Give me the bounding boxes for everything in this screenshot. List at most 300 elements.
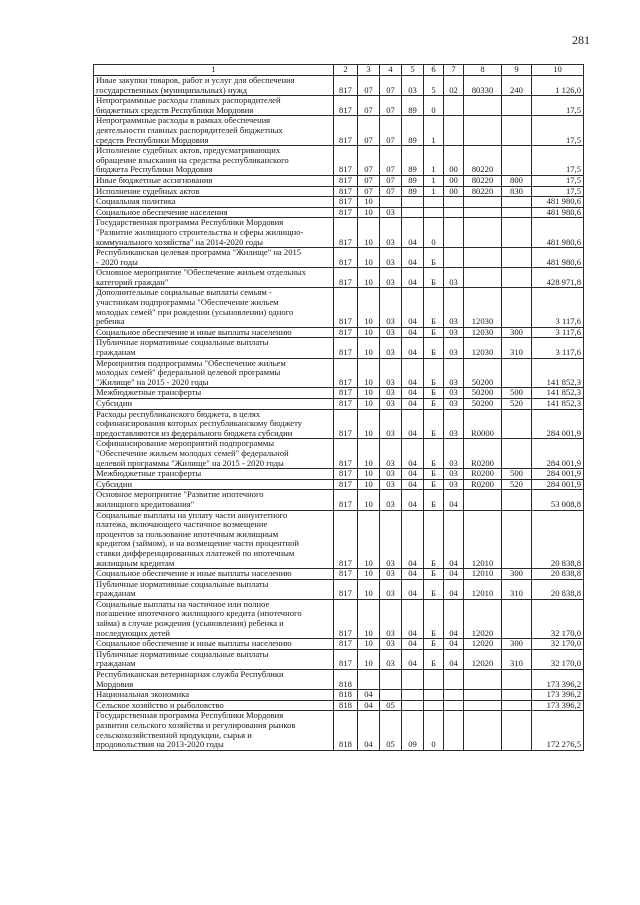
table-row — [94, 639, 584, 650]
row-code-section: 10 — [358, 599, 380, 638]
row-code-activity: 02 — [444, 76, 464, 96]
row-code-admin: 817 — [334, 248, 358, 268]
row-code-subprogram: Б — [424, 569, 444, 580]
row-code-section: 10 — [358, 510, 380, 569]
row-amount: 481 980,6 — [532, 218, 584, 248]
table-row — [94, 599, 584, 638]
table-row — [94, 490, 584, 510]
row-code-activity: 03 — [444, 469, 464, 480]
row-code-subsection: 03 — [380, 479, 402, 490]
row-code-subsection: 03 — [380, 469, 402, 480]
row-description: Публичные нормативные социальные выплаты гражданам — [94, 649, 334, 669]
row-amount: 17,5 — [532, 96, 584, 116]
row-code-section: 10 — [358, 409, 380, 439]
row-code-section: 10 — [358, 218, 380, 248]
row-code-subsection: 07 — [380, 146, 402, 176]
row-code-admin: 817 — [334, 327, 358, 338]
row-code-admin: 817 — [334, 479, 358, 490]
row-code-activity: 04 — [444, 579, 464, 599]
row-code-activity: 04 — [444, 569, 464, 580]
row-code-expense-type: 300 — [502, 327, 532, 338]
row-code-program: 89 — [402, 186, 424, 197]
row-code-section: 10 — [358, 579, 380, 599]
row-code-program — [402, 700, 424, 711]
row-code-subprogram: Б — [424, 388, 444, 399]
row-code-subprogram: 1 — [424, 116, 444, 146]
row-code-subprogram: Б — [424, 399, 444, 410]
row-code-subsection: 07 — [380, 116, 402, 146]
row-description: Исполнение судебных актов — [94, 186, 334, 197]
row-code-admin: 817 — [334, 399, 358, 410]
col-header: 2 — [334, 65, 358, 76]
row-code-subsection: 07 — [380, 96, 402, 116]
row-code-subsection: 05 — [380, 711, 402, 750]
row-code-activity — [444, 670, 464, 690]
row-code-subprogram: Б — [424, 639, 444, 650]
row-code-subsection: 03 — [380, 388, 402, 399]
row-code-expense-type: 830 — [502, 186, 532, 197]
row-code-program: 89 — [402, 96, 424, 116]
row-code-activity — [444, 690, 464, 701]
row-code-direction: 50200 — [464, 399, 502, 410]
row-code-direction: 80220 — [464, 175, 502, 186]
row-code-direction: 12030 — [464, 327, 502, 338]
row-code-direction: 50200 — [464, 358, 502, 388]
row-description: Субсидии — [94, 399, 334, 410]
row-code-subprogram — [424, 690, 444, 701]
row-code-direction: 12010 — [464, 569, 502, 580]
row-code-section: 10 — [358, 490, 380, 510]
row-code-activity: 04 — [444, 639, 464, 650]
page-number: 281 — [572, 33, 590, 47]
row-amount: 3 117,6 — [532, 327, 584, 338]
row-code-direction — [464, 268, 502, 288]
row-code-expense-type — [502, 700, 532, 711]
row-code-subsection: 03 — [380, 439, 402, 469]
row-code-program: 04 — [402, 639, 424, 650]
row-code-expense-type — [502, 358, 532, 388]
row-code-expense-type — [502, 207, 532, 218]
row-code-direction: R0200 — [464, 439, 502, 469]
row-code-program: 04 — [402, 327, 424, 338]
table-row — [94, 409, 584, 439]
row-code-admin: 817 — [334, 358, 358, 388]
table-row — [94, 690, 584, 701]
row-code-direction — [464, 690, 502, 701]
row-amount: 141 852,3 — [532, 358, 584, 388]
row-code-expense-type — [502, 288, 532, 327]
col-header: 8 — [464, 65, 502, 76]
row-code-program — [402, 207, 424, 218]
row-code-program — [402, 670, 424, 690]
row-code-section: 04 — [358, 690, 380, 701]
row-code-section: 07 — [358, 146, 380, 176]
row-description: Мероприятия подпрограммы "Обеспечение жильем молодых семей" федеральной целевой программы "Жилище" на 2015 - 2020 годы — [94, 358, 334, 388]
row-code-program: 04 — [402, 218, 424, 248]
row-code-admin: 817 — [334, 469, 358, 480]
row-code-admin: 817 — [334, 510, 358, 569]
row-description: Дополнительные социальные выплаты семьям - участникам подпрограммы "Обеспечение жильем молодых семей" при рождении (усыновлении) одного ребенка — [94, 288, 334, 327]
row-code-admin: 817 — [334, 197, 358, 208]
row-code-subsection: 07 — [380, 76, 402, 96]
row-code-program: 04 — [402, 649, 424, 669]
table-row — [94, 186, 584, 197]
row-amount: 428 971,8 — [532, 268, 584, 288]
row-code-expense-type — [502, 197, 532, 208]
row-description: Республиканская ветеринарная служба Республики Мордовия — [94, 670, 334, 690]
table-row — [94, 327, 584, 338]
row-code-direction: 12030 — [464, 338, 502, 358]
row-description: Социальная политика — [94, 197, 334, 208]
row-code-subsection: 07 — [380, 175, 402, 186]
row-code-direction: 80220 — [464, 186, 502, 197]
row-code-subprogram: 1 — [424, 175, 444, 186]
row-code-activity: 04 — [444, 649, 464, 669]
row-code-subprogram — [424, 670, 444, 690]
row-code-program: 04 — [402, 599, 424, 638]
row-amount: 173 396,2 — [532, 700, 584, 711]
row-description: Субсидии — [94, 479, 334, 490]
row-code-subprogram: Б — [424, 409, 444, 439]
row-code-activity: 00 — [444, 175, 464, 186]
row-code-subsection — [380, 670, 402, 690]
row-code-expense-type: 310 — [502, 649, 532, 669]
row-code-program: 89 — [402, 116, 424, 146]
row-code-subprogram: Б — [424, 490, 444, 510]
row-code-expense-type — [502, 711, 532, 750]
row-code-subsection: 03 — [380, 327, 402, 338]
row-code-program: 09 — [402, 711, 424, 750]
row-code-activity: 03 — [444, 338, 464, 358]
row-code-program: 04 — [402, 490, 424, 510]
table-row — [94, 288, 584, 327]
row-code-program: 89 — [402, 175, 424, 186]
table-row — [94, 579, 584, 599]
row-code-subprogram: 1 — [424, 146, 444, 176]
row-amount: 481 980,6 — [532, 197, 584, 208]
row-code-expense-type: 500 — [502, 469, 532, 480]
row-code-section: 07 — [358, 116, 380, 146]
row-code-direction: R0000 — [464, 409, 502, 439]
row-code-admin: 817 — [334, 409, 358, 439]
row-code-activity: 03 — [444, 479, 464, 490]
row-description: Публичные нормативные социальные выплаты гражданам — [94, 579, 334, 599]
row-code-subsection: 03 — [380, 218, 402, 248]
row-code-activity — [444, 96, 464, 116]
row-code-activity: 03 — [444, 288, 464, 327]
row-description: Расходы республиканского бюджета, в целях софинансирования которых республиканскому бюджету предоставляются из федерального бюджета субсидии — [94, 409, 334, 439]
row-code-subprogram: Б — [424, 649, 444, 669]
row-code-direction: 12020 — [464, 649, 502, 669]
row-code-admin: 817 — [334, 388, 358, 399]
row-code-activity — [444, 197, 464, 208]
row-code-program: 04 — [402, 288, 424, 327]
row-amount: 3 117,6 — [532, 288, 584, 327]
row-code-subprogram: Б — [424, 479, 444, 490]
row-code-program: 04 — [402, 510, 424, 569]
row-code-program: 04 — [402, 248, 424, 268]
row-description: Исполнение судебных актов, предусматривающих обращение взыскания на средства республиканского бюджета Республики Мордовия — [94, 146, 334, 176]
row-amount: 141 852,3 — [532, 388, 584, 399]
row-code-activity: 04 — [444, 599, 464, 638]
row-code-admin: 817 — [334, 490, 358, 510]
row-code-subsection — [380, 197, 402, 208]
row-code-expense-type: 300 — [502, 569, 532, 580]
row-code-activity: 03 — [444, 268, 464, 288]
row-code-subsection: 03 — [380, 490, 402, 510]
row-code-subsection: 03 — [380, 510, 402, 569]
row-amount: 173 396,2 — [532, 690, 584, 701]
row-code-direction: R0200 — [464, 479, 502, 490]
row-code-admin: 818 — [334, 700, 358, 711]
row-code-expense-type — [502, 218, 532, 248]
row-code-expense-type — [502, 690, 532, 701]
row-code-direction: 12020 — [464, 599, 502, 638]
table-row — [94, 399, 584, 410]
row-code-direction: 12010 — [464, 510, 502, 569]
row-code-admin: 817 — [334, 268, 358, 288]
row-code-subprogram: 0 — [424, 218, 444, 248]
row-code-expense-type: 310 — [502, 338, 532, 358]
row-amount: 17,5 — [532, 146, 584, 176]
row-amount: 20 838,8 — [532, 510, 584, 569]
row-code-section: 07 — [358, 76, 380, 96]
table-row — [94, 388, 584, 399]
row-description: Сельское хозяйство и рыболовство — [94, 700, 334, 711]
col-header: 7 — [444, 65, 464, 76]
row-code-direction — [464, 711, 502, 750]
table-row — [94, 569, 584, 580]
row-code-subprogram — [424, 207, 444, 218]
table-row — [94, 439, 584, 469]
col-header: 1 — [94, 65, 334, 76]
row-code-subsection: 05 — [380, 700, 402, 711]
row-code-direction — [464, 218, 502, 248]
row-description: Непрограммные расходы главных распорядителей бюджетных средств Республики Мордовия — [94, 96, 334, 116]
row-code-section: 10 — [358, 268, 380, 288]
row-code-expense-type — [502, 599, 532, 638]
row-code-admin: 818 — [334, 670, 358, 690]
row-code-expense-type — [502, 116, 532, 146]
row-code-direction — [464, 490, 502, 510]
row-code-program: 04 — [402, 579, 424, 599]
row-code-subprogram: Б — [424, 248, 444, 268]
row-code-subprogram: 1 — [424, 186, 444, 197]
row-description: Софинансирование мероприятий подпрограммы "Обеспечение жильем молодых семей" федеральной целевой программы "Жилище" на 2015 - 2020 годы — [94, 439, 334, 469]
table-row — [94, 96, 584, 116]
row-code-expense-type: 240 — [502, 76, 532, 96]
row-code-activity: 00 — [444, 146, 464, 176]
table-row — [94, 700, 584, 711]
table-row — [94, 510, 584, 569]
row-code-activity: 00 — [444, 186, 464, 197]
row-amount: 17,5 — [532, 116, 584, 146]
row-description: Межбюджетные трансферты — [94, 469, 334, 480]
row-code-direction: 12010 — [464, 579, 502, 599]
row-code-section: 10 — [358, 327, 380, 338]
row-description: Государственная программа Республики Мордовия развития сельского хозяйства и регулирования рынков сельскохозяйственной продукции, сырья и продовольствия на 2013-2020 годы — [94, 711, 334, 750]
table-row — [94, 175, 584, 186]
row-code-section: 10 — [358, 338, 380, 358]
row-code-section: 04 — [358, 700, 380, 711]
row-code-admin: 817 — [334, 175, 358, 186]
row-code-activity: 03 — [444, 399, 464, 410]
row-code-program: 04 — [402, 569, 424, 580]
row-amount: 481 980,6 — [532, 207, 584, 218]
row-code-subprogram: Б — [424, 510, 444, 569]
row-description: Основное мероприятие "Развитие ипотечного жилищного кредитования" — [94, 490, 334, 510]
row-amount: 32 170,0 — [532, 649, 584, 669]
row-description: Социальное обеспечение и иные выплаты населению — [94, 639, 334, 650]
col-header: 3 — [358, 65, 380, 76]
row-code-activity — [444, 218, 464, 248]
row-amount: 481 980,6 — [532, 248, 584, 268]
row-code-section — [358, 670, 380, 690]
row-code-expense-type — [502, 248, 532, 268]
row-description: Социальное обеспечение населения — [94, 207, 334, 218]
row-code-admin: 817 — [334, 76, 358, 96]
row-amount: 284 001,9 — [532, 439, 584, 469]
row-code-activity: 04 — [444, 490, 464, 510]
row-amount: 172 276,5 — [532, 711, 584, 750]
row-code-program: 04 — [402, 338, 424, 358]
row-code-subsection: 03 — [380, 207, 402, 218]
table-row — [94, 268, 584, 288]
row-code-subsection: 03 — [380, 409, 402, 439]
row-code-program: 04 — [402, 409, 424, 439]
row-code-direction — [464, 700, 502, 711]
row-code-program: 04 — [402, 479, 424, 490]
row-code-subprogram: Б — [424, 469, 444, 480]
row-code-section: 07 — [358, 96, 380, 116]
row-amount: 32 170,0 — [532, 639, 584, 650]
col-header: 10 — [532, 65, 584, 76]
row-code-direction — [464, 248, 502, 268]
row-code-expense-type — [502, 146, 532, 176]
table-row — [94, 479, 584, 490]
col-header: 9 — [502, 65, 532, 76]
row-code-section: 10 — [358, 388, 380, 399]
col-header: 6 — [424, 65, 444, 76]
row-code-activity: 03 — [444, 388, 464, 399]
row-code-expense-type — [502, 490, 532, 510]
row-code-program: 04 — [402, 469, 424, 480]
row-code-subsection: 03 — [380, 248, 402, 268]
row-description: Государственная программа Республики Мордовия "Развитие жилищного строительства и сферы жилищно- коммунального хозяйства" на 2014-2020 годы — [94, 218, 334, 248]
table-row — [94, 146, 584, 176]
table-row — [94, 248, 584, 268]
row-code-subsection: 03 — [380, 399, 402, 410]
row-code-expense-type — [502, 439, 532, 469]
table-row — [94, 116, 584, 146]
table-row — [94, 76, 584, 96]
table-row — [94, 197, 584, 208]
row-code-subprogram: 5 — [424, 76, 444, 96]
row-code-admin: 817 — [334, 186, 358, 197]
row-code-activity: 03 — [444, 439, 464, 469]
row-amount: 20 838,8 — [532, 569, 584, 580]
row-code-program: 04 — [402, 358, 424, 388]
row-code-admin: 817 — [334, 338, 358, 358]
row-amount: 173 396,2 — [532, 670, 584, 690]
row-code-activity — [444, 700, 464, 711]
row-amount: 17,5 — [532, 186, 584, 197]
budget-table — [93, 64, 584, 751]
row-code-subprogram: Б — [424, 439, 444, 469]
row-code-expense-type: 300 — [502, 639, 532, 650]
table-row — [94, 218, 584, 248]
table-row — [94, 469, 584, 480]
row-code-subsection — [380, 690, 402, 701]
row-code-section: 10 — [358, 439, 380, 469]
row-code-program: 04 — [402, 388, 424, 399]
row-code-section: 10 — [358, 288, 380, 327]
row-code-subprogram — [424, 197, 444, 208]
col-header: 4 — [380, 65, 402, 76]
row-description: Социальное обеспечение и иные выплаты населению — [94, 327, 334, 338]
row-code-section: 10 — [358, 399, 380, 410]
row-code-admin: 818 — [334, 711, 358, 750]
row-description: Межбюджетные трансферты — [94, 388, 334, 399]
row-code-expense-type — [502, 268, 532, 288]
row-code-section: 10 — [358, 248, 380, 268]
row-code-admin: 818 — [334, 690, 358, 701]
row-code-subsection: 03 — [380, 579, 402, 599]
row-code-expense-type — [502, 510, 532, 569]
row-code-subprogram: 0 — [424, 96, 444, 116]
row-code-program: 04 — [402, 399, 424, 410]
row-code-activity — [444, 207, 464, 218]
row-description: Иные бюджетные ассигнования — [94, 175, 334, 186]
row-code-program: 03 — [402, 76, 424, 96]
table-row — [94, 338, 584, 358]
row-amount: 3 117,6 — [532, 338, 584, 358]
row-amount: 141 852,3 — [532, 399, 584, 410]
row-code-admin: 817 — [334, 207, 358, 218]
row-code-admin: 817 — [334, 288, 358, 327]
col-header: 5 — [402, 65, 424, 76]
table-row — [94, 670, 584, 690]
row-amount: 284 001,9 — [532, 409, 584, 439]
row-code-activity — [444, 116, 464, 146]
row-description: Публичные нормативные социальные выплаты гражданам — [94, 338, 334, 358]
row-amount: 17,5 — [532, 175, 584, 186]
row-code-program — [402, 197, 424, 208]
row-code-subsection: 03 — [380, 338, 402, 358]
table-header-row — [94, 65, 584, 76]
row-code-direction — [464, 197, 502, 208]
row-code-subsection: 07 — [380, 186, 402, 197]
row-code-subprogram: Б — [424, 599, 444, 638]
row-code-section: 04 — [358, 711, 380, 750]
row-code-subsection: 03 — [380, 358, 402, 388]
row-code-expense-type: 500 — [502, 388, 532, 399]
row-code-subsection: 03 — [380, 649, 402, 669]
row-code-section: 10 — [358, 207, 380, 218]
row-code-admin: 817 — [334, 569, 358, 580]
row-code-admin: 817 — [334, 96, 358, 116]
row-code-subprogram — [424, 700, 444, 711]
row-code-subprogram: Б — [424, 268, 444, 288]
row-code-admin: 817 — [334, 439, 358, 469]
row-code-expense-type — [502, 409, 532, 439]
row-description: Социальное обеспечение и иные выплаты населению — [94, 569, 334, 580]
table-row — [94, 711, 584, 750]
row-code-admin: 817 — [334, 639, 358, 650]
row-code-direction: 50200 — [464, 388, 502, 399]
row-code-section: 10 — [358, 197, 380, 208]
row-code-subprogram: Б — [424, 327, 444, 338]
